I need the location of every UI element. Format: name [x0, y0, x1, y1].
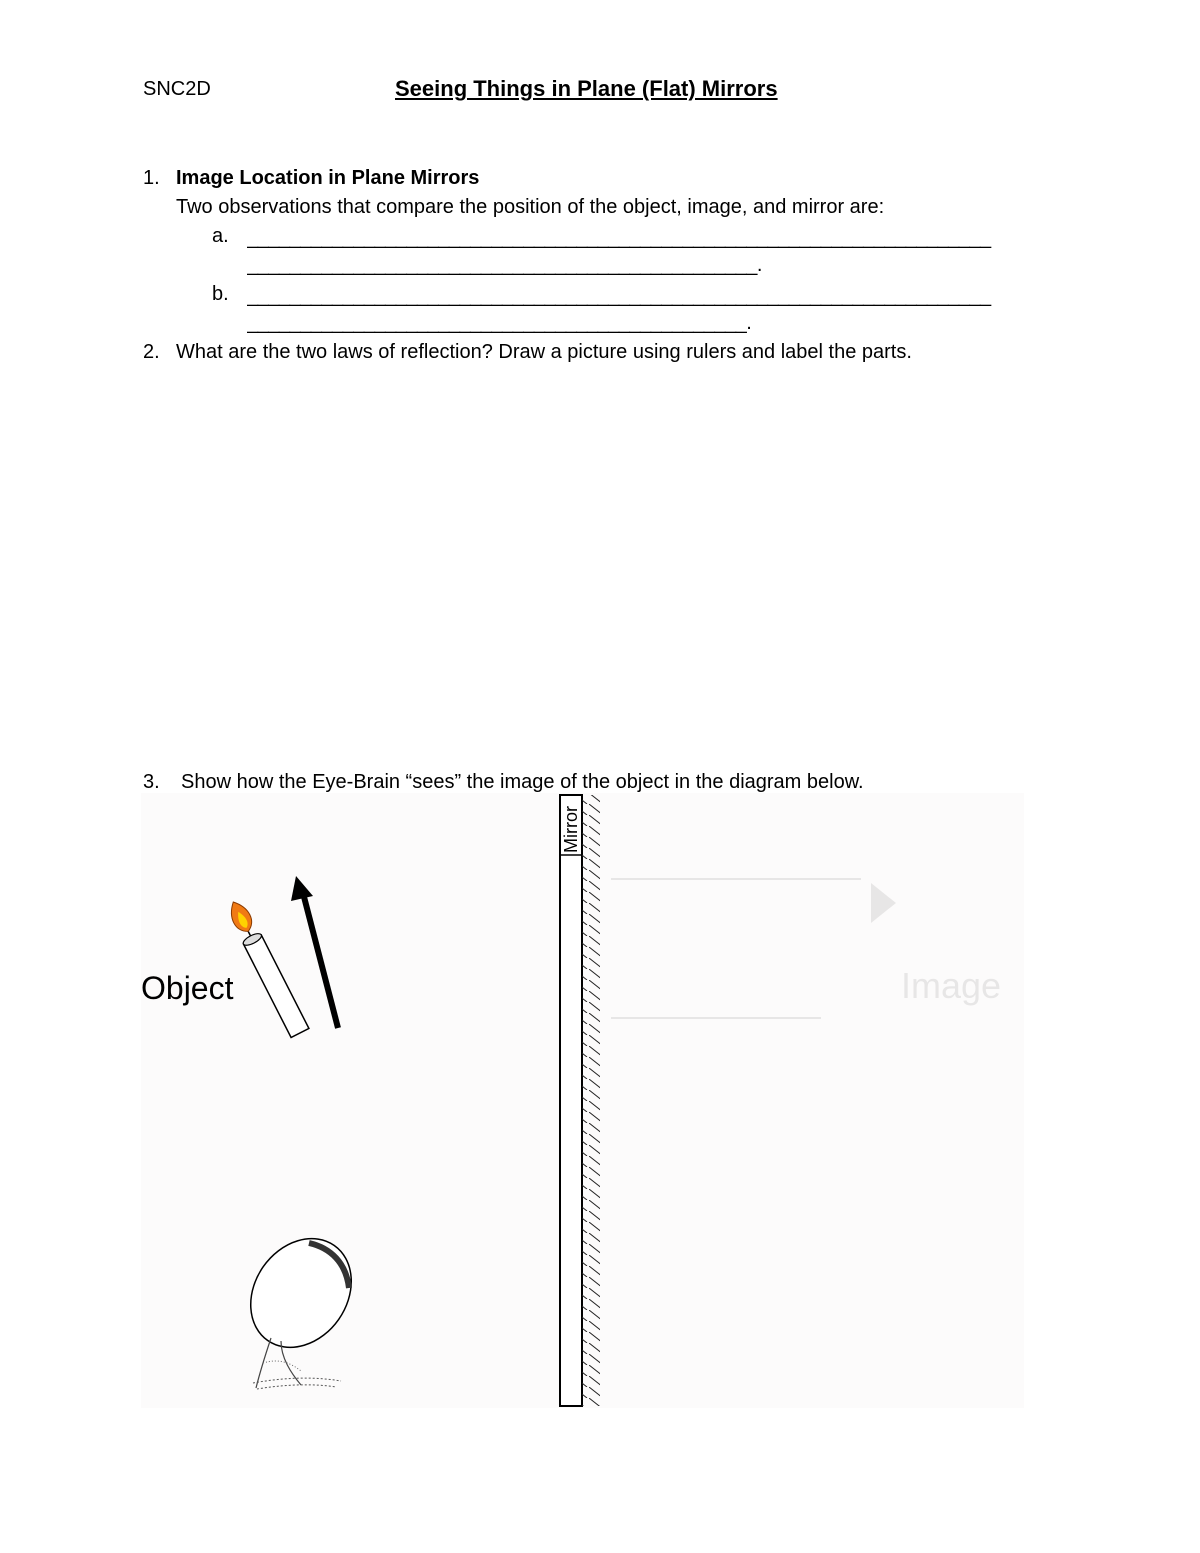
q1-prompt: Two observations that compare the position of the object, image, and mirror are: — [176, 196, 885, 218]
eye-icon — [230, 1219, 372, 1389]
q2-number: 2. — [143, 341, 160, 363]
object-arrow — [291, 876, 338, 1028]
q1-b-label: b. — [212, 283, 229, 305]
mirror-label: Mirror — [561, 806, 581, 853]
page-title: Seeing Things in Plane (Flat) Mirrors — [395, 76, 778, 101]
object-label: Object — [141, 970, 234, 1006]
q1-a-label: a. — [212, 225, 229, 247]
candle-icon — [224, 897, 309, 1037]
q2-text: What are the two laws of reflection? Draw a picture using rulers and label the parts. — [176, 341, 912, 363]
mirror-diagram-svg — [141, 793, 1024, 1408]
q1-b-answer-line-2[interactable]: _______________________________________________. — [247, 312, 752, 334]
q1-b-answer-line-1[interactable]: ______________________________________________________________________ — [247, 285, 991, 307]
q1-number: 1. — [143, 167, 160, 189]
faint-image-ghost — [611, 879, 1001, 1018]
q1-heading: Image Location in Plane Mirrors — [176, 167, 480, 189]
course-code: SNC2D — [143, 78, 211, 100]
q1-a-answer-line-1[interactable]: ______________________________________________________________________ — [247, 227, 991, 249]
q1-a-answer-line-2[interactable]: ________________________________________________. — [247, 254, 762, 276]
q3-text: Show how the Eye-Brain “sees” the image of the object in the diagram below. — [181, 771, 864, 793]
image-label: Image — [901, 965, 1002, 1006]
q3-number: 3. — [143, 771, 160, 793]
mirror-diagram[interactable] — [141, 793, 1024, 1408]
mirror — [560, 795, 600, 1406]
